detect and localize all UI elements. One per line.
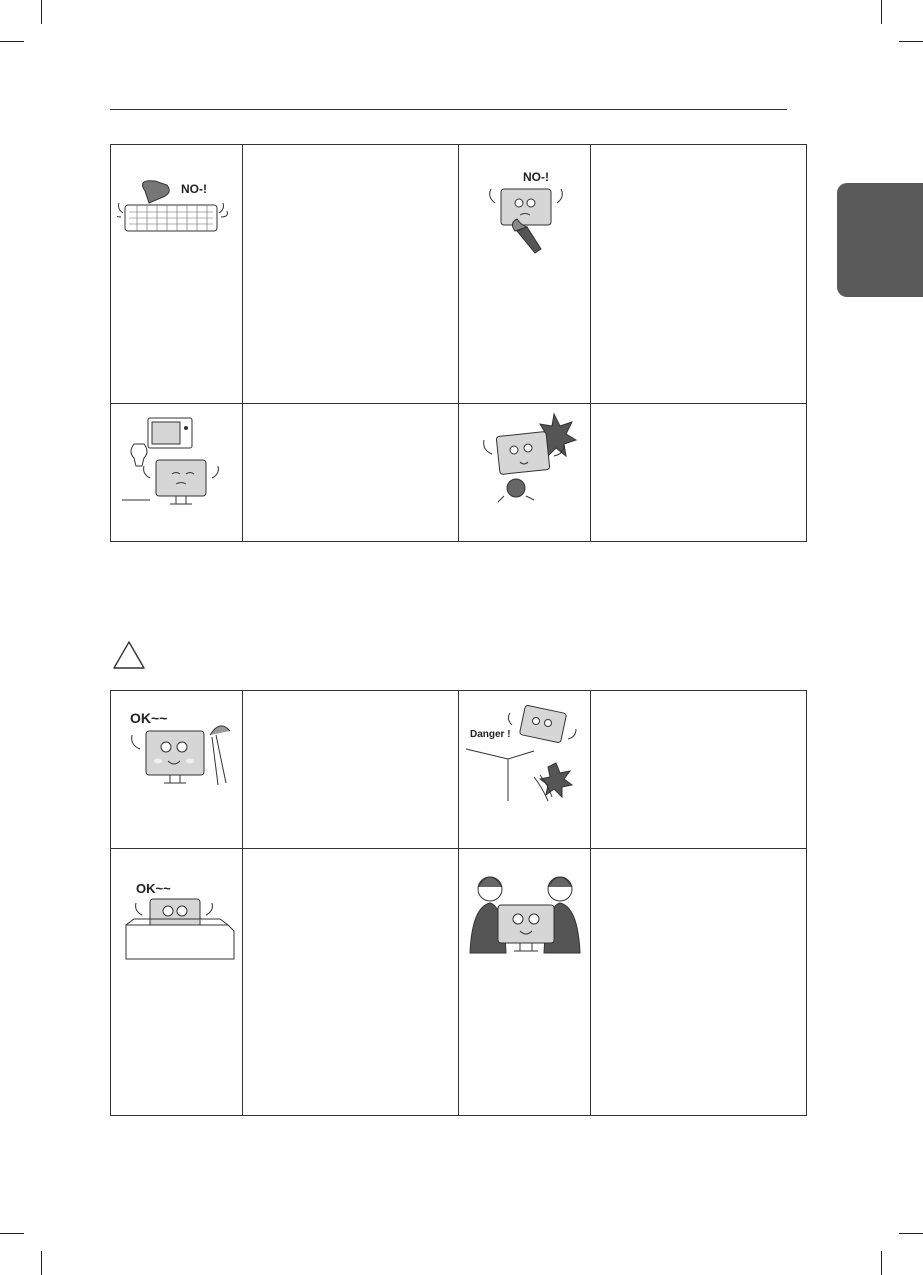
crop-mark — [899, 1233, 923, 1234]
fall-danger-illustration — [464, 691, 586, 801]
crop-mark — [0, 1233, 24, 1234]
cell-text — [591, 404, 806, 424]
cell-text — [243, 404, 458, 424]
crop-mark — [899, 41, 923, 42]
section-tab — [837, 183, 923, 297]
danger-label: Danger ! — [469, 729, 511, 740]
cell-text — [591, 691, 806, 711]
illustration-cell — [459, 691, 591, 849]
crop-mark — [881, 0, 882, 24]
cell-text — [591, 145, 806, 165]
crop-mark — [41, 1251, 42, 1275]
keyboard-illustration — [117, 145, 237, 255]
impact-illustration — [464, 404, 586, 514]
header-rule — [110, 109, 787, 110]
illustration-cell — [111, 849, 243, 1116]
illustration-cell — [459, 404, 591, 542]
cell-text — [243, 849, 458, 869]
illustration-cell — [459, 145, 591, 404]
text-cell — [591, 404, 807, 542]
torch-illustration — [465, 145, 585, 265]
cell-text — [243, 145, 458, 165]
text-cell — [243, 404, 459, 542]
text-cell — [591, 145, 807, 404]
no-label: NO-! — [180, 182, 207, 196]
no-label: NO-! — [522, 170, 549, 184]
safety-table-1 — [110, 144, 807, 542]
text-cell — [243, 691, 459, 849]
interference-illustration — [116, 404, 238, 514]
caution-triangle-icon — [112, 640, 146, 670]
text-cell — [243, 145, 459, 404]
safety-table-2 — [110, 690, 807, 1116]
cleaning-illustration — [116, 691, 238, 801]
illustration-cell — [459, 849, 591, 1116]
text-cell — [591, 849, 807, 1116]
text-cell — [591, 691, 807, 849]
cell-text — [243, 691, 458, 711]
illustration-cell — [111, 404, 243, 542]
illustration-cell — [111, 691, 243, 849]
crop-mark — [881, 1251, 882, 1275]
ok-label: OK~~ — [135, 881, 171, 896]
carry-illustration — [464, 849, 586, 969]
ok-label: OK~~ — [129, 710, 167, 726]
cell-text — [591, 849, 806, 869]
crop-mark — [41, 0, 42, 24]
crop-mark — [0, 41, 24, 42]
text-cell — [243, 849, 459, 1116]
illustration-cell — [111, 145, 243, 404]
box-illustration — [116, 849, 238, 969]
